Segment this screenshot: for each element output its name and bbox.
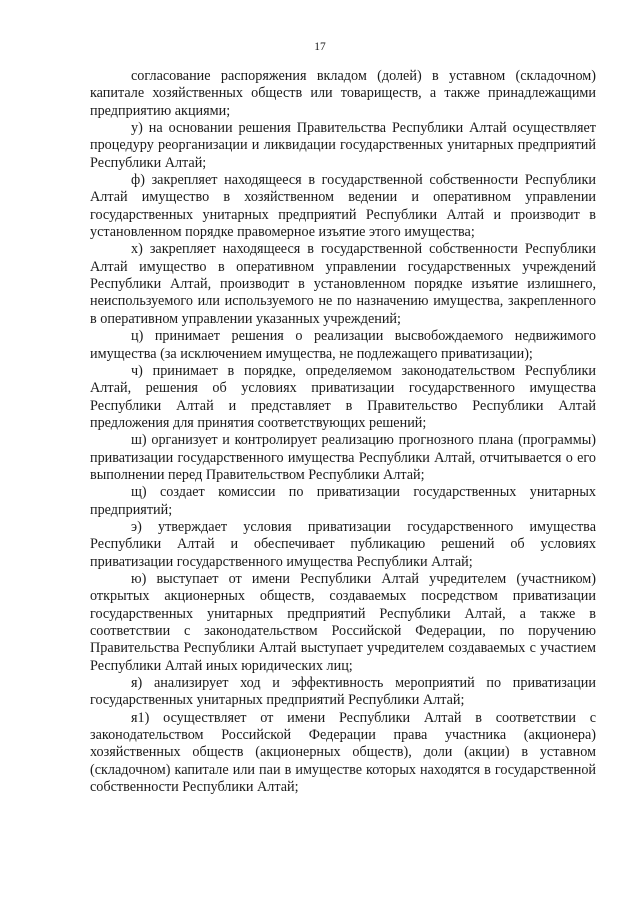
- paragraph-item-sh: ш) организует и контролирует реализацию прогнозного плана (программы) приватизации государственного имущества Республики Алтай, отчитывается о его выполнении перед Правительством Республики Алтай;: [90, 432, 596, 483]
- paragraph-item-e: э) утверждает условия приватизации государственного имущества Республики Алтай и обеспечивает публикацию решений об условиях приватизации государственного имущества Республики Алтай;: [90, 518, 596, 570]
- paragraph-item-shch: щ) создает комиссии по приватизации государственных унитарных предприятий;: [90, 484, 596, 518]
- paragraph-item-kh: х) закрепляет находящееся в государственной собственности Республики Алтай имущество в оперативном управлении государственных учреждений Республики Алтай, производит в установленном порядке изъятие излишнего, неиспользуемого или используемого не по назначению имущества, закрепленного в оперативном управлении указанных учреждений;: [90, 241, 596, 327]
- paragraph-continuation: согласование распоряжения вкладом (долей) в уставном (складочном) капитале хозяйственных обществ или товариществ, а также принадлежащими предприятию акциями;: [90, 68, 596, 119]
- paragraph-item-ch: ч) принимает в порядке, определяемом законодательством Республики Алтай, решения об условиях приватизации государственного имущества Республики Алтай и представляет в Правительство Республики Алтай предложения для принятия соответствующих решений;: [90, 362, 596, 431]
- paragraph-item-yu: ю) выступает от имени Республики Алтай учредителем (участником) открытых акционерных обществ, создаваемых посредством приватизации государственных унитарных предприятий Республики Алтай, а также в соответствии с законодательством Российской Федерации, по поручению Правительства Республики Алтай выступает учредителем создаваемых с участием Республики Алтай иных юридических лиц;: [90, 570, 596, 674]
- document-body: [90, 68, 596, 796]
- paragraph-item-u: у) на основании решения Правительства Республики Алтай осуществляет процедуру реорганизации и ликвидации государственных унитарных предприятий Республики Алтай;: [90, 120, 596, 171]
- paragraph-item-ya1: я1) осуществляет от имени Республики Алтай в соответствии с законодательством Российской Федерации права участника (акционера) хозяйственных обществ (акционерных обществ), доли (акции) в уставном (складочном) капитале или паи в имуществе которых находятся в государственной собственности Республики Алтай;: [90, 709, 596, 796]
- paragraph-item-ya: я) анализирует ход и эффективность мероприятий по приватизации государственных унитарных предприятий Республики Алтай;: [90, 675, 596, 709]
- page-number: 17: [314, 41, 326, 53]
- paragraph-item-f: ф) закрепляет находящееся в государственной собственности Республики Алтай имущество в хозяйственном ведении и оперативном управлении государственных унитарных предприятий Республики Алтай и производит в установленном порядке правомерное изъятие этого имущества;: [90, 172, 596, 241]
- paragraph-item-ts: ц) принимает решения о реализации высвобождаемого недвижимого имущества (за исключением имущества, не подлежащего приватизации);: [90, 328, 596, 362]
